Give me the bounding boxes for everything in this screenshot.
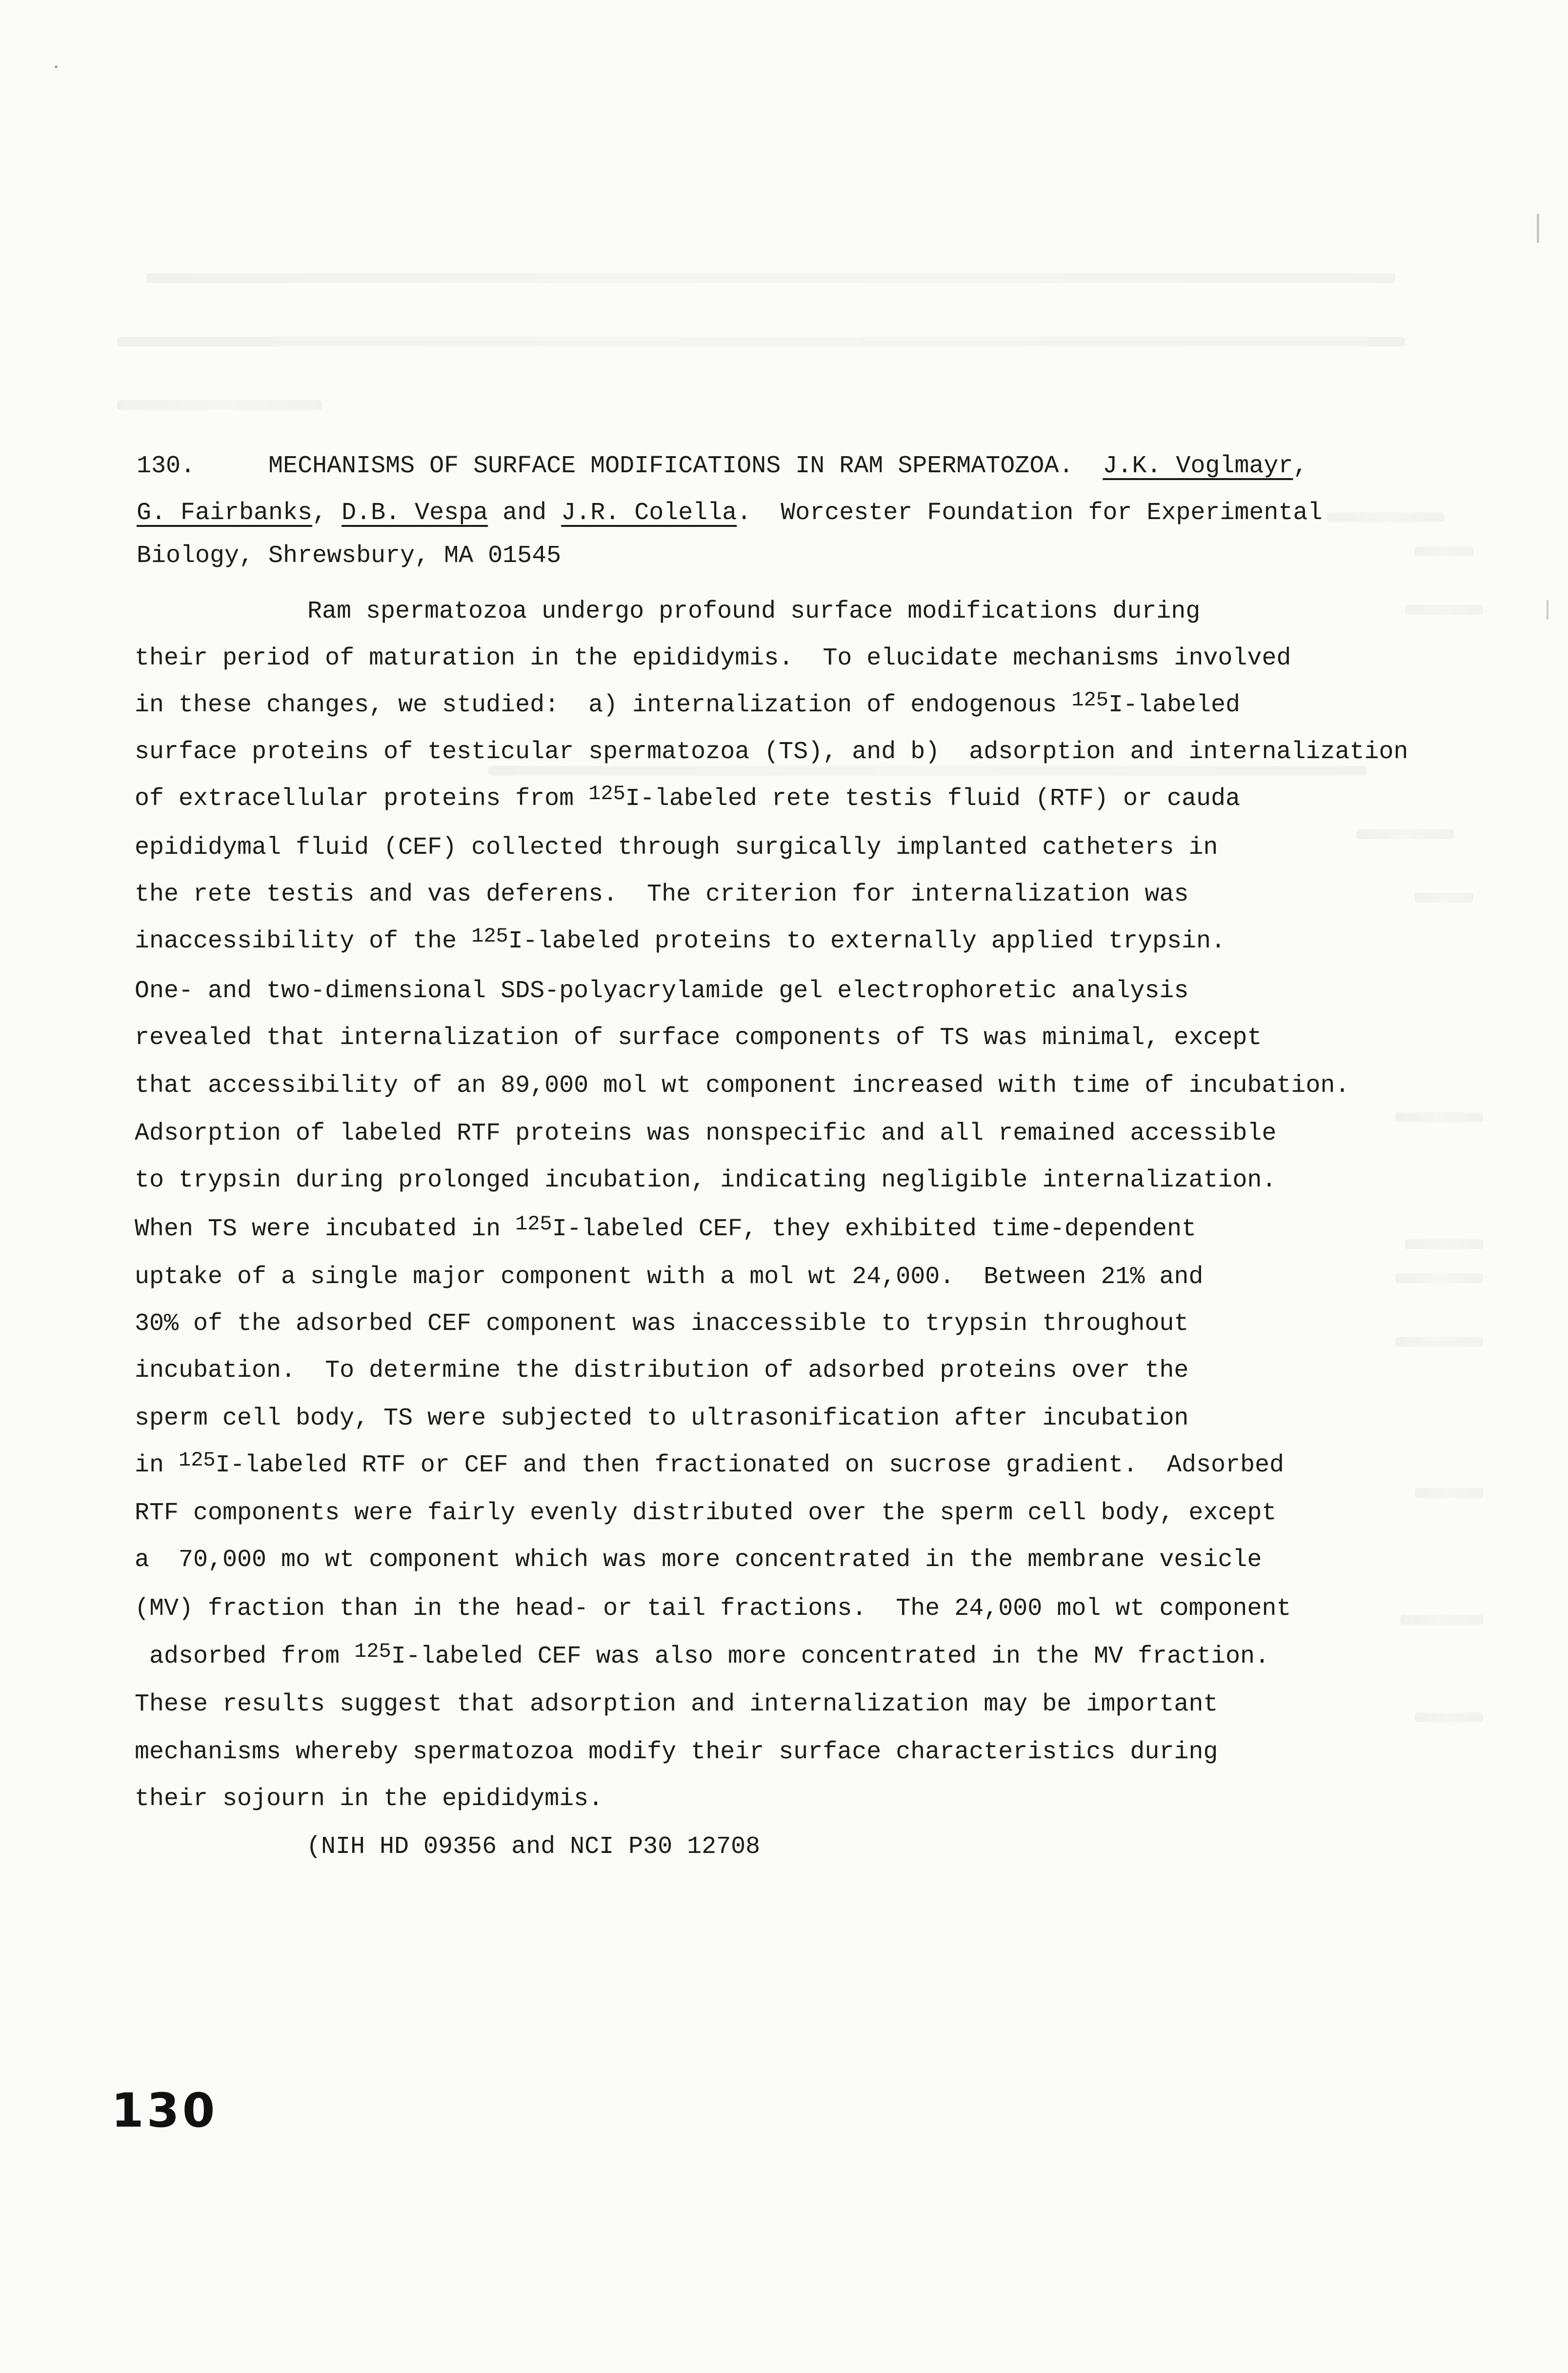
body-line-23-text-b: I-labeled CEF was also more concentrated in the MV fraction.: [391, 1643, 1269, 1670]
isotope-superscript: 125: [354, 1640, 391, 1663]
body-line-21: a 70,000 mo wt component which was more concentrated in the membrane vesicle: [135, 1546, 1262, 1574]
body-line-24: These results suggest that adsorption and internalization may be important: [135, 1690, 1218, 1718]
affiliation-line-1: Worcester Foundation for Experimental: [781, 499, 1323, 527]
body-line-19: [135, 1448, 1284, 1480]
body-line-1: Ram spermatozoa undergo profound surface modifications during: [307, 598, 1201, 625]
body-line-12: Adsorption of labeled RTF proteins was nonspecific and all remained accessible: [135, 1120, 1277, 1147]
affiliation-line-2: Biology, Shrewsbury, MA 01545: [137, 542, 562, 570]
isotope-superscript: 125: [515, 1212, 552, 1236]
body-line-26: their sojourn in the epididymis.: [135, 1785, 603, 1813]
body-line-19-text-b: I-labeled RTF or CEF and then fractionated on sucrose gradient. Adsorbed: [215, 1451, 1284, 1479]
body-line-10: revealed that internalization of surface components of TS was minimal, except: [135, 1024, 1262, 1052]
body-line-7: the rete testis and vas deferens. The criterion for internalization was: [135, 881, 1189, 908]
body-line-5: [135, 784, 1240, 814]
abstract-number: 130.: [137, 452, 196, 480]
body-line-5-text-b: I-labeled rete testis fluid (RTF) or cauda: [625, 785, 1240, 813]
body-line-11: that accessibility of an 89,000 mol wt component increased with time of incubation.: [135, 1072, 1350, 1100]
body-line-17: incubation. To determine the distribution of adsorbed proteins over the: [135, 1357, 1189, 1385]
body-line-6: epididymal fluid (CEF) collected through surgically implanted catheters in: [135, 834, 1218, 862]
paper-speck: [1547, 600, 1548, 620]
body-line-3-text-a: in these changes, we studied: a) internalization of endogenous: [135, 691, 1072, 719]
body-line-20: RTF components were fairly evenly distributed over the sperm cell body, except: [135, 1499, 1277, 1527]
body-line-2: their period of maturation in the epididymis. To elucidate mechanisms involved: [135, 644, 1291, 672]
body-line-8: [135, 927, 1226, 956]
body-line-19-text-a: in: [135, 1451, 179, 1479]
author-colella: J.R. Colella: [561, 499, 737, 527]
body-line-4: surface proteins of testicular spermatozoa (TS), and b) adsorption and internalization: [135, 738, 1408, 766]
body-line-23-text-a: adsorbed from: [135, 1643, 355, 1670]
abstract-header-line: 130. MECHANISMS OF SURFACE MODIFICATIONS IN RAM SPERMATOZOA. J.K. Voglmayr,: [137, 452, 1308, 480]
body-line-25: mechanisms whereby spermatozoa modify their surface characteristics during: [135, 1738, 1218, 1766]
isotope-superscript: 125: [471, 925, 508, 948]
body-line-9: One- and two-dimensional SDS-polyacrylamide gel electrophoretic analysis: [135, 977, 1189, 1005]
body-line-8-text-b: I-labeled proteins to externally applied trypsin.: [508, 927, 1226, 955]
author-vespa: D.B. Vespa: [342, 499, 488, 527]
body-line-13: to trypsin during prolonged incubation, indicating negligible internalization.: [135, 1166, 1277, 1194]
abstract-title: MECHANISMS OF SURFACE MODIFICATIONS IN RAM SPERMATOZOA.: [268, 452, 1074, 480]
body-line-14-text-b: I-labeled CEF, they exhibited time-dependent: [552, 1215, 1196, 1243]
paper-speck: [1537, 214, 1539, 243]
page-number: 130: [111, 2083, 218, 2138]
isotope-superscript: 125: [179, 1448, 216, 1472]
body-line-16: 30% of the adsorbed CEF component was inaccessible to trypsin throughout: [135, 1310, 1189, 1338]
paper-speck: [55, 65, 58, 68]
author-voglmayr: J.K. Voglmayr: [1103, 452, 1293, 480]
body-line-8-text-a: inaccessibility of the: [135, 927, 472, 955]
body-line-3: [135, 688, 1240, 720]
body-line-15: uptake of a single major component with a mol wt 24,000. Between 21% and: [135, 1263, 1204, 1291]
authors-line: G. Fairbanks, D.B. Vespa and J.R. Colella. Worcester Foundation for Experimental: [137, 499, 1323, 527]
body-line-14-text-a: When TS were incubated in: [135, 1215, 516, 1243]
authors-and: and: [503, 499, 547, 527]
body-line-22: (MV) fraction than in the head- or tail fractions. The 24,000 mol wt component: [135, 1595, 1291, 1623]
body-line-5-text-a: of extracellular proteins from: [135, 785, 589, 813]
author-fairbanks: G. Fairbanks: [137, 499, 313, 527]
isotope-superscript: 125: [1071, 688, 1108, 712]
body-line-23: [135, 1642, 1269, 1671]
funding-note: (NIH HD 09356 and NCI P30 12708: [306, 1833, 761, 1861]
body-line-3-text-b: I-labeled: [1108, 691, 1240, 719]
isotope-superscript: 125: [588, 782, 625, 805]
body-line-14: [135, 1212, 1196, 1244]
body-line-18: sperm cell body, TS were subjected to ultrasonification after incubation: [135, 1405, 1189, 1432]
